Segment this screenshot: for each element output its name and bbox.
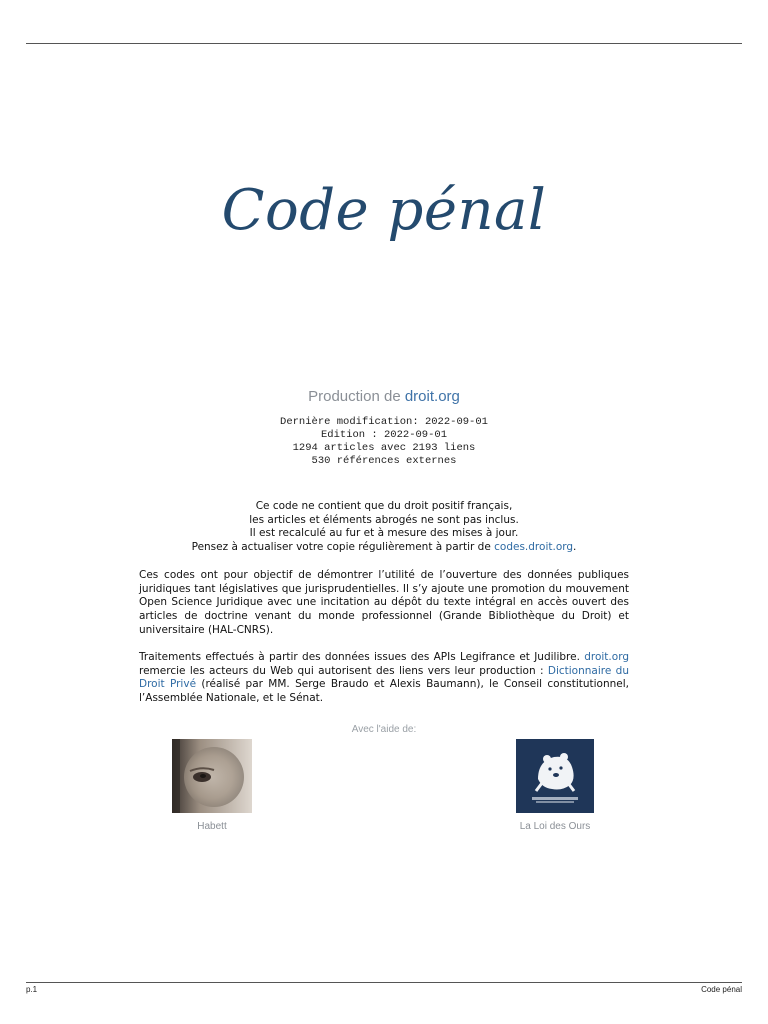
bear-logo-icon	[516, 739, 594, 813]
partner-habett-label: Habett	[197, 821, 227, 832]
droit-org-link[interactable]: droit.org	[404, 388, 460, 405]
page-number: p.1	[26, 985, 38, 994]
notice-block	[0, 500, 768, 554]
ack-text-3: (réalisé par MM. Serge Braudo et Alexis Baumann), le Conseil constitutionnel, l’Assemblée Nationale, et le Sénat.	[139, 678, 629, 705]
notice-line-4-text: Pensez à actualiser votre copie régulièrement à partir de	[191, 540, 495, 553]
edition: Edition : 2022-09-01	[320, 429, 448, 441]
document-title: Code pénal	[221, 178, 547, 243]
footer-rule	[26, 982, 742, 983]
acknowledgement-paragraph	[139, 651, 629, 706]
header-rule	[26, 43, 742, 44]
external-refs: 530 références externes	[311, 455, 457, 467]
last-modified: Dernière modification: 2022-09-01	[280, 416, 488, 428]
help-label: Avec l'aide de:	[351, 724, 417, 735]
document-meta	[0, 416, 768, 468]
notice-line-4-suffix: .	[573, 540, 577, 553]
article-count: 1294 articles avec 2193 liens	[292, 442, 476, 454]
dictionnaire-droit-prive-link[interactable]: Dictionnaire du Droit Privé	[139, 664, 629, 691]
production-line	[0, 388, 768, 405]
partner-la-loi-des-ours[interactable]	[510, 739, 600, 832]
notice-line-4	[0, 541, 768, 555]
ack-text-2: remercie les acteurs du Web qui autorisent des liens vers leur production :	[139, 664, 548, 677]
notice-line-3: Il est recalculé au fur et à mesure des mises à jour.	[249, 527, 519, 539]
partner-ours-label: La Loi des Ours	[519, 821, 591, 832]
notice-line-2: les articles et éléments abrogés ne sont pas inclus.	[249, 513, 519, 526]
objective-paragraph: Ces codes ont pour objectif de démontrer l’utilité de l’ouverture des données publiques juridiques tant législatives que jurisprudentielles. Il s’y ajoute une promotion du mouvement Open Science Juridique avec une incitation au dépôt du texte intégral en accès ouvert des articles de doctrine venant du monde professionnel (Grande Bibliothèque du Droit) et universitaire (HAL-CNRS).	[139, 569, 629, 636]
production-prefix: Production de	[308, 388, 405, 405]
notice-line-1: Ce code ne contient que du droit positif français,	[255, 500, 513, 512]
habett-photo-logo-icon	[172, 739, 252, 813]
droit-org-ack-link[interactable]: droit.org	[584, 651, 629, 663]
ack-text-1: Traitements effectués à partir des données issues des APIs Legifrance et Judilibre.	[139, 651, 585, 663]
footer-title: Code pénal	[701, 985, 742, 994]
partner-habett[interactable]	[172, 739, 252, 832]
codes-droit-org-link[interactable]: codes.droit.org	[494, 540, 574, 553]
